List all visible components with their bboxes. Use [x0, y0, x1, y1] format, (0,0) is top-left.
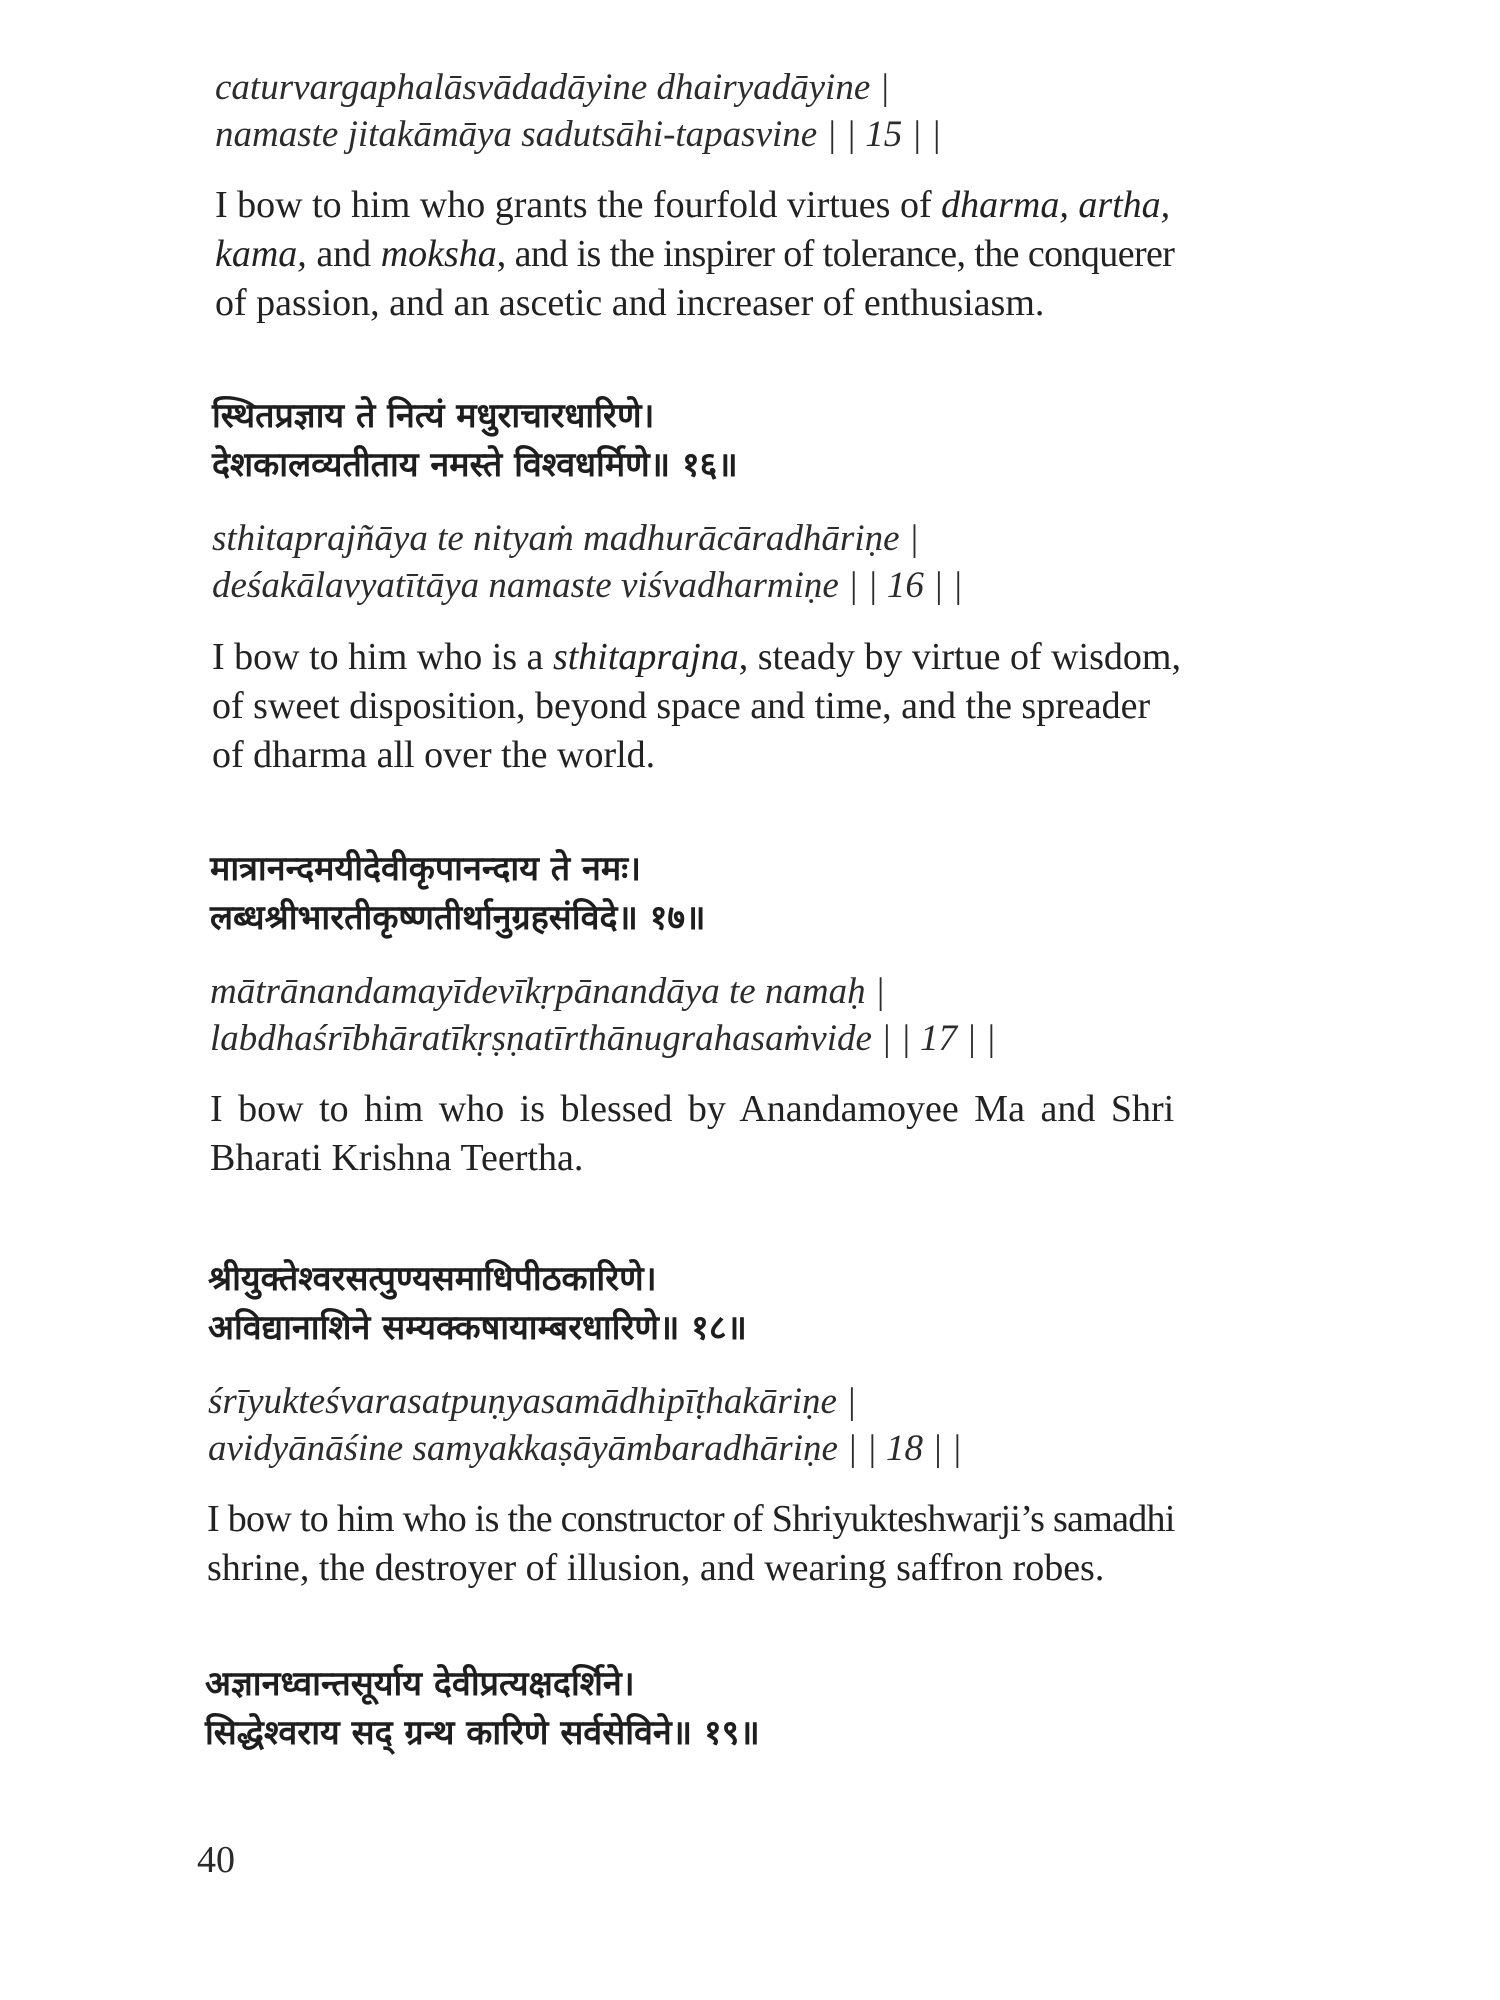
translation-text: , and is the inspirer of tolerance, the conquerer [496, 233, 1175, 275]
verse-16-sanskrit [212, 392, 1302, 490]
sanskrit-line: श्रीयुक्तेश्वरसत्पुण्यसमाधिपीठकारिणे। [208, 1259, 657, 1299]
translation-line: I bow to him who is blessed by Anandamoyee Ma and Shri [210, 1088, 1175, 1130]
translation-line: of sweet disposition, beyond space and time, and the spreader [212, 685, 1151, 727]
translation-text: I bow to him who is a [212, 636, 553, 678]
verse-18-sanskrit [208, 1255, 1298, 1353]
verse-17-transliteration [210, 968, 1300, 1062]
translit-line: namaste jitakāmāya sadutsāhi-tapasvine | | 15 | | [215, 114, 942, 155]
translation-line: I bow to him who is the constructor of Shriyukteshwarji’s samadhi [207, 1498, 1175, 1540]
verse-18-translation [207, 1495, 1297, 1593]
verse-16-translation [212, 633, 1302, 780]
translation-emphasis: sthitaprajna [552, 636, 739, 678]
translation-emphasis: dharma, artha, [941, 184, 1171, 226]
sanskrit-line: देशकालव्यतीताय नमस्ते विश्वधर्मिणे॥ १६॥ [212, 445, 738, 485]
translation-text: , steady by virtue of wisdom, [738, 636, 1181, 678]
translation-line: Bharati Krishna Teertha. [210, 1137, 584, 1179]
page-number: 40 [197, 1839, 235, 1881]
translation-line [212, 633, 1302, 682]
verse-17-translation [210, 1085, 1300, 1183]
verse-15-translation [215, 181, 1305, 328]
translation-emphasis: kama, [215, 233, 307, 275]
translit-line: avidyānāśine samyakkaṣāyāmbaradhāriṇe | | 18 | | [208, 1428, 962, 1469]
translation-emphasis: moksha [380, 233, 497, 275]
translation-line [215, 230, 1305, 279]
sanskrit-line: लब्धश्रीभारतीकृष्णतीर्थानुग्रहसंविदे॥ १७॥ [210, 898, 706, 938]
translation-text: I bow to him who grants the fourfold virtues of [215, 184, 942, 226]
sanskrit-line: सिद्धेश्वराय सद् ग्रन्थ कारिणे सर्वसेविने॥ १९॥ [205, 1713, 760, 1753]
verse-15-transliteration [215, 64, 1305, 158]
sanskrit-line: स्थितप्रज्ञाय ते नित्यं मधुराचारधारिणे। [212, 396, 655, 436]
translit-line: śrīyukteśvarasatpuṇyasamādhipīṭhakāriṇe | [208, 1381, 857, 1422]
verse-16-transliteration [212, 515, 1302, 609]
verse-19-sanskrit [205, 1660, 1295, 1758]
translit-line: deśakālavyatītāya namaste viśvadharmiṇe | | 16 | | [212, 565, 963, 606]
translation-line: shrine, the destroyer of illusion, and wearing saffron robes. [207, 1547, 1105, 1589]
translit-line: caturvargaphalāsvādadāyine dhairyadāyine | [215, 67, 890, 108]
translation-line [215, 181, 1305, 230]
translit-line: labdhaśrībhāratīkṛṣṇatīrthānugrahasaṁvide | | 17 | | [210, 1018, 996, 1059]
translation-text: and [306, 233, 381, 275]
verse-18-transliteration [208, 1378, 1298, 1472]
translation-line: of dharma all over the world. [212, 734, 656, 776]
sanskrit-line: अविद्यानाशिने सम्यक्कषायाम्बरधारिणे॥ १८॥ [208, 1308, 747, 1348]
translation-line: of passion, and an ascetic and increaser of enthusiasm. [215, 282, 1045, 324]
translit-line: sthitaprajñāya te nityaṁ madhurācāradhāriṇe | [212, 518, 919, 559]
sanskrit-line: मात्रानन्दमयीदेवीकृपानन्दाय ते नमः। [210, 849, 641, 889]
sanskrit-line: अज्ञानध्वान्तसूर्याय देवीप्रत्यक्षदर्शिने। [205, 1664, 635, 1704]
translit-line: mātrānandamayīdevīkṛpānandāya te namaḥ | [210, 971, 886, 1012]
verse-17-sanskrit [210, 845, 1300, 943]
